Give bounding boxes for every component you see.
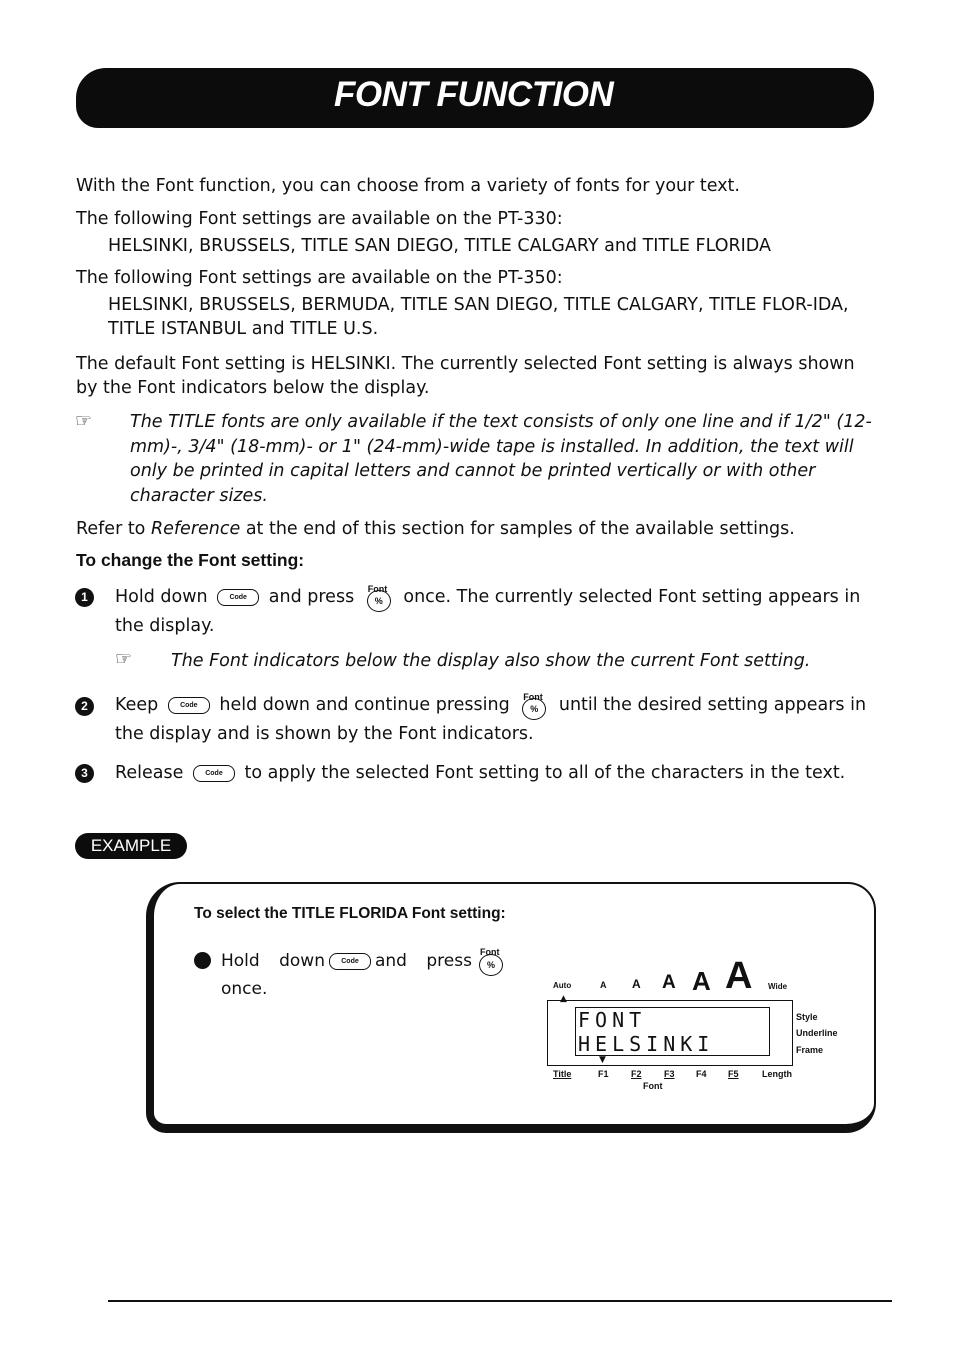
code-key-icon: Code xyxy=(217,589,259,606)
footer-rule xyxy=(108,1300,892,1302)
step-2-text: Keep Code held down and continue pressing Font % until the desired setting appears in the display and is shown by the Font indicators. xyxy=(115,692,867,744)
step-2-number: 2 xyxy=(75,697,94,716)
step-1-text: Hold down Code and press Font % once. The currently selected Font setting appears in the display. xyxy=(115,584,861,636)
section-heading: To change the Font setting: xyxy=(76,550,305,570)
step-note: The Font indicators below the display also show the current Font setting. xyxy=(171,651,811,671)
step-3-number: 3 xyxy=(75,764,94,783)
lcd-bottom-f3: F3 xyxy=(664,1069,675,1079)
lcd-side-label-style: Style xyxy=(796,1012,818,1022)
page-title: FONT FUNCTION xyxy=(334,75,614,114)
example-bullet xyxy=(194,952,211,969)
lcd-size-a-1: A xyxy=(600,980,607,990)
lcd-bottom-f2: F2 xyxy=(631,1069,642,1079)
pt350-intro: The following Font settings are available on the PT-350: xyxy=(76,268,563,288)
lcd-wide-label: Wide xyxy=(768,982,788,991)
lcd-side-label-frame: Frame xyxy=(796,1045,824,1055)
lcd-bottom-title: Title xyxy=(553,1069,572,1079)
code-key-icon: Code xyxy=(193,765,235,782)
lcd-size-a-5: A xyxy=(725,955,753,997)
lcd-size-a-3: A xyxy=(662,972,676,993)
intro-text: With the Font function, you can choose from a variety of fonts for your text. xyxy=(76,176,740,196)
lcd-down-indicator-icon: ▼ xyxy=(599,1055,606,1065)
lcd-font-label: Font xyxy=(643,1081,663,1091)
pt330-fonts: HELSINKI, BRUSSELS, TITLE SAN DIEGO, TITLE CALGARY and TITLE FLORIDA xyxy=(108,236,771,256)
lcd-line-2: HELSINKI xyxy=(578,1032,715,1056)
note-hand-icon: ☞ xyxy=(115,648,131,670)
font-key-icon: Font % xyxy=(519,694,549,716)
pt330-intro: The following Font settings are available on the PT-330: xyxy=(76,209,563,229)
lcd-size-a-2: A xyxy=(632,977,641,991)
lcd-bottom-f4: F4 xyxy=(696,1069,707,1079)
title-fonts-note: The TITLE fonts are only available if the text consists of only one line and if 1/2" (12-mm)-, 3/4" (18-mm)- or 1" (24-mm)-wide tape is installed. In addition, the text will only be printed in capital letters and cannot be printed vertically or with other character sizes. xyxy=(130,412,872,506)
font-key-icon: Font % xyxy=(364,586,394,608)
lcd-size-a-4: A xyxy=(692,966,711,996)
lcd-up-indicator-icon: ▲ xyxy=(560,994,567,1004)
lcd-bottom-length: Length xyxy=(762,1069,792,1079)
code-key-icon: Code xyxy=(168,697,210,714)
example-step-text: Hold down Code and press Font % xyxy=(221,948,510,974)
refer-text: Refer to Reference at the end of this section for samples of the available settings. xyxy=(76,519,795,539)
lcd-line-1: FONT xyxy=(578,1008,647,1032)
step-3-text: Release Code to apply the selected Font setting to all of the characters in the text. xyxy=(115,763,846,783)
note-hand-icon: ☞ xyxy=(75,410,91,432)
example-step-text-2: once. xyxy=(221,979,268,999)
step-1-number: 1 xyxy=(75,588,94,607)
example-label: EXAMPLE xyxy=(75,833,187,859)
default-text: The default Font setting is HELSINKI. The currently selected Font setting is always shown by the Font indicators below the display. xyxy=(76,354,855,398)
example-title: To select the TITLE FLORIDA Font setting: xyxy=(194,905,506,922)
lcd-auto-label: Auto xyxy=(553,981,572,990)
font-key-icon: Font % xyxy=(476,950,506,972)
lcd-side-label-underline: Underline xyxy=(796,1028,838,1038)
lcd-bottom-f1: F1 xyxy=(598,1069,609,1079)
pt350-fonts: HELSINKI, BRUSSELS, BERMUDA, TITLE SAN DIEGO, TITLE CALGARY, TITLE FLOR-IDA, TITLE ISTANBUL and TITLE U.S. xyxy=(108,295,849,339)
code-key-icon: Code xyxy=(329,953,371,970)
lcd-bottom-f5: F5 xyxy=(728,1069,739,1079)
